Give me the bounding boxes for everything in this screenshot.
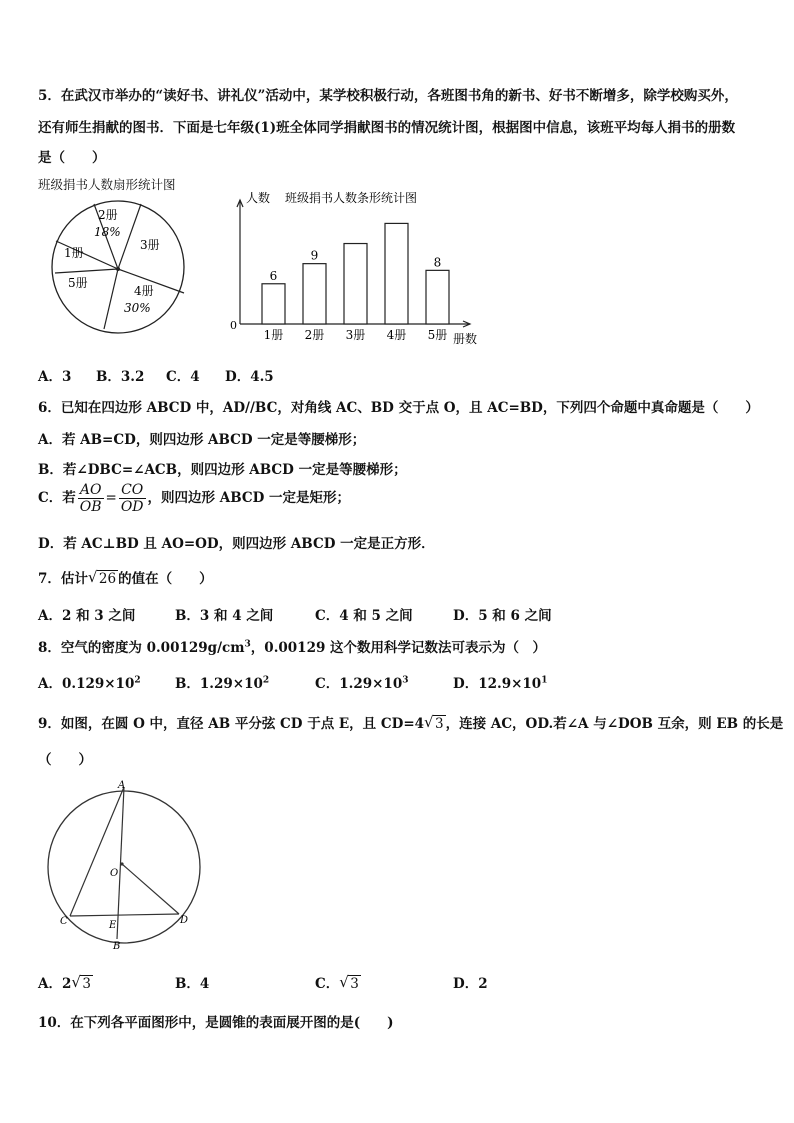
x-tick-2: 2册 — [304, 328, 325, 342]
q9-stem-line1 — [38, 712, 783, 732]
q5-stem-line3: 是（ ） — [38, 150, 106, 166]
q9-option-a[interactable]: A．2 √ 3 — [38, 973, 91, 992]
bar-value-1: 6 — [269, 268, 278, 283]
bar-value-5: 8 — [433, 255, 442, 270]
x-tick-5: 5册 — [427, 328, 448, 342]
q6-fraction-co-od: $\frac{CO}{OD}$ — [120, 482, 144, 515]
q8-option-c[interactable]: C．$1.29\times 10^3$ — [315, 675, 409, 692]
bar-4 — [385, 223, 408, 324]
pie-chart-title: 班级捐书人数扇形统计图 — [38, 177, 176, 192]
q5-option-d[interactable]: D．4.5 — [225, 369, 274, 385]
q8-option-d[interactable]: D．$12.9\times 10^1$ — [453, 675, 548, 692]
q9-radical: √ 3 — [424, 713, 444, 732]
bar-3 — [344, 244, 367, 324]
pie-divider-3 — [104, 269, 118, 329]
pie-label-1: 1册 — [64, 246, 84, 260]
q8-stem-prefix: 8．空气的密度为 0.00129g/cm — [38, 640, 245, 656]
q6-option-c-prefix: C．若 — [38, 490, 76, 506]
pie-center — [116, 267, 120, 271]
bar-5 — [426, 270, 449, 324]
q8-option-a[interactable]: A．$0.129\times 10^2$ — [38, 675, 141, 692]
pie-percent-2: 18% — [94, 225, 121, 239]
q6-stem: 6．已知在四边形 ABCD 中，AD//BC，对角线 AC、BD 交于点 O，且 AC=BD，下列四个命题中真命题是（ ） — [38, 400, 759, 416]
q6-option-d[interactable]: D．若 AC⊥BD 且 AO=OD，则四边形 ABCD 一定是正方形． — [38, 536, 435, 552]
x-tick-3: 3册 — [345, 328, 366, 342]
pie-label-4: 4册 — [134, 284, 154, 298]
label-o: O — [110, 868, 119, 879]
q7-option-b[interactable]: B．3 和 4 之间 — [175, 608, 274, 624]
q7-radical: √ 26 — [87, 568, 117, 587]
point-o — [120, 862, 123, 865]
q6-option-c[interactable] — [38, 482, 350, 515]
q9-option-c[interactable]: C． √ 3 — [315, 973, 359, 992]
q8-stem-suffix: ，0.00129 这个数用科学记数法可表示为（ ） — [250, 640, 547, 656]
q6-option-c-suffix: ，则四边形 ABCD 一定是矩形； — [147, 490, 351, 506]
pie-label-2: 2册 — [98, 208, 118, 222]
q7-option-c[interactable]: C．4 和 5 之间 — [315, 608, 413, 624]
bar-chart-title: 班级捐书人数条形统计图 — [285, 191, 418, 205]
pie-divider-1 — [118, 204, 141, 269]
x-axis-label: 册数 — [453, 332, 478, 346]
q6-equals: = — [105, 490, 117, 506]
q5-option-a[interactable]: A．3 — [38, 369, 72, 385]
q9-circle-diagram — [40, 780, 210, 955]
label-d: D — [180, 915, 189, 926]
q9-option-d[interactable]: D．2 — [453, 976, 488, 992]
q9-stem-suffix: ，连接 AC，OD.若∠A 与∠DOB 互余，则 EB 的长是 — [445, 716, 784, 732]
q7-stem-prefix: 7．估计 — [38, 571, 88, 587]
bar-1 — [262, 284, 285, 324]
bar-chart — [225, 190, 495, 350]
pie-label-3: 3册 — [140, 238, 160, 252]
q9-stem-prefix: 9．如图，在圆 O 中，直径 AB 平分弦 CD 于点 E，且 CD=4 — [38, 716, 425, 732]
segment-od — [122, 864, 179, 914]
q7-option-d[interactable]: D．5 和 6 之间 — [453, 608, 552, 624]
q10-stem: 10．在下列各平面图形中，是圆锥的表面展开图的是( ) — [38, 1015, 394, 1031]
bar-2 — [303, 264, 326, 324]
pie-label-5: 5册 — [68, 276, 88, 290]
circle-o — [48, 791, 200, 943]
chord-cd — [70, 914, 179, 916]
q5-stem-line2: 还有师生捐献的图书．下面是七年级(1)班全体同学捐献图书的情况统计图，根据图中信息，该班平均每人捐书的册数 — [38, 120, 736, 136]
q6-fraction-ao-ob: $\frac{AO}{OB}$ — [79, 482, 102, 515]
q8-stem — [38, 636, 546, 656]
pie-divider-4 — [55, 269, 118, 273]
bar-value-2: 9 — [310, 248, 319, 263]
q7-stem — [38, 567, 213, 587]
q7-stem-suffix: 的值在（ ） — [118, 571, 213, 587]
label-e: E — [109, 920, 117, 931]
x-tick-4: 4册 — [386, 328, 407, 342]
q6-option-a[interactable]: A．若 AB=CD，则四边形 ABCD 一定是等腰梯形； — [38, 432, 366, 448]
label-a: A — [118, 780, 126, 791]
q5-option-c[interactable]: C．4 — [166, 369, 200, 385]
label-b: B — [113, 941, 121, 952]
label-c: C — [60, 916, 68, 927]
q8-option-b[interactable]: B．$1.29\times 10^2$ — [175, 675, 270, 692]
q9-option-b[interactable]: B．4 — [175, 976, 210, 992]
q8-stem-exponent: 3 — [244, 639, 251, 650]
q7-option-a[interactable]: A．2 和 3 之间 — [38, 608, 136, 624]
q5-option-b[interactable]: B．3.2 — [96, 369, 145, 385]
x-tick-1: 1册 — [263, 328, 284, 342]
y-axis-label: 人数 — [246, 191, 271, 205]
pie-chart — [46, 195, 206, 345]
origin-label: 0 — [230, 319, 237, 332]
q5-stem-line1: 5．在武汉市举办的“读好书、讲礼仪”活动中，某学校积极行动，各班图书角的新书、好书不断增多，除学校购买外， — [38, 88, 738, 104]
pie-percent-4: 30% — [124, 301, 151, 315]
q9-stem-line2: （ ） — [38, 752, 92, 768]
q6-option-b[interactable]: B．若∠DBC=∠ACB，则四边形 ABCD 一定是等腰梯形； — [38, 462, 407, 478]
